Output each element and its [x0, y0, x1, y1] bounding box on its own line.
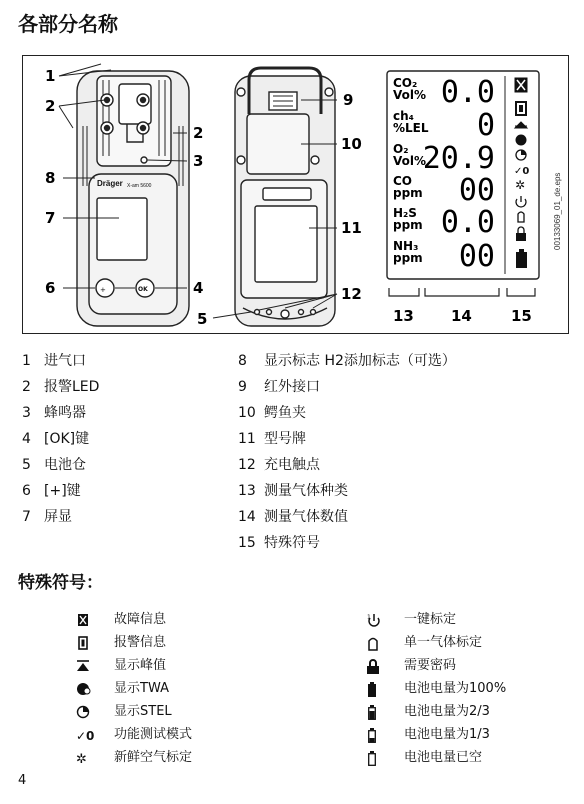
single-gas-cal-icon [366, 635, 404, 651]
battery-full-icon [366, 681, 404, 697]
symbols-list-right [366, 608, 506, 769]
callout-11: 11 [341, 219, 362, 237]
list-item: 3 蜂鸣器 [22, 405, 86, 421]
peak-icon [76, 658, 114, 674]
list-item: 显示STEL [76, 700, 192, 723]
lcd-row-value: 0.0 [440, 75, 495, 110]
list-item: 电池电量已空 [366, 746, 506, 769]
lcd-row-label1: CO₂ [393, 76, 418, 90]
list-item: 12 充电触点 [238, 457, 320, 473]
list-item: 15 特殊符号 [238, 535, 320, 551]
list-item: 11 型号牌 [238, 431, 306, 447]
list-item: 1 一键标定 [367, 612, 457, 627]
list-item: 6 [+]键 [22, 483, 81, 499]
lcd-row-label1: NH₃ [393, 239, 419, 253]
callout-4: 4 [193, 279, 204, 297]
svg-text:+: + [100, 286, 106, 294]
callout-15: 15 [511, 307, 532, 325]
list-item: 2 报警LED [22, 379, 100, 395]
lcd-row-value: 00 [458, 239, 495, 274]
section-title-symbols: 特殊符号： [18, 573, 103, 593]
lcd-row-label2: %LEL [393, 121, 429, 135]
list-item: 报警信息 [76, 631, 192, 654]
device-diagram [22, 55, 569, 334]
lcd-row-label2: ppm [393, 251, 423, 265]
lcd-row-label1: ch₄ [393, 109, 414, 123]
parts-list-left [22, 348, 99, 530]
svg-text:✓0: ✓0 [514, 166, 530, 177]
svg-text:✲: ✲ [515, 178, 526, 192]
list-item: 需要密码 [366, 654, 506, 677]
callout-5: 5 [197, 310, 208, 328]
figure-id: 00133069_01_de.eps [553, 172, 562, 250]
callout-2-left: 2 [45, 97, 56, 115]
callout-12: 12 [341, 285, 362, 303]
list-item: 故障信息 [76, 608, 192, 631]
list-item: ✓0 功能测试模式 [76, 727, 193, 742]
callout-3: 3 [193, 152, 204, 170]
fresh-air-icon [76, 750, 114, 766]
callout-8: 8 [45, 169, 56, 187]
list-item: 13 测量气体种类 [238, 483, 348, 499]
list-item: ✲ 新鲜空气标定 [76, 750, 193, 765]
device-illustration [23, 56, 569, 334]
callout-1: 1 [45, 67, 56, 85]
one-button-cal-icon [366, 612, 404, 628]
bump-test-icon [76, 727, 114, 743]
battery-two-thirds-icon [366, 704, 404, 720]
list-item: 9 红外接口 [238, 379, 320, 395]
list-item: 14 测量气体数值 [238, 509, 348, 525]
lcd-row-value: 20.9 [422, 141, 495, 176]
list-item: 显示峰值 [76, 654, 192, 677]
lcd-row-label1: O₂ [393, 142, 409, 156]
list-item: 7 屏显 [22, 509, 72, 525]
svg-text:1: 1 [367, 613, 371, 621]
lcd-row-value: 0.0 [440, 205, 495, 240]
list-item: 电池电量为100% [366, 677, 506, 700]
battery-empty-icon [366, 750, 404, 766]
twa-icon [76, 681, 114, 697]
callout-13: 13 [393, 307, 414, 325]
lcd-row-label1: H₂S [393, 206, 417, 220]
callout-9: 9 [343, 91, 354, 109]
callout-14: 14 [451, 307, 472, 325]
alarm-icon [76, 635, 114, 651]
list-item: 显示TWA [76, 677, 192, 700]
callout-2-right: 2 [193, 124, 204, 142]
list-item: 4 [OK]键 [22, 431, 90, 447]
callout-7: 7 [45, 209, 56, 227]
device-model-label: X-am 5600 [127, 183, 152, 189]
fault-icon [76, 612, 114, 628]
lcd-row-label2: Vol% [393, 154, 427, 168]
svg-text:OK: OK [138, 286, 148, 293]
svg-text:✓0: ✓0 [76, 728, 95, 742]
section-title-parts: 各部分名称 [18, 12, 118, 36]
callout-10: 10 [341, 135, 362, 153]
battery-one-third-icon [366, 727, 404, 743]
lcd-row-label1: CO [393, 174, 413, 188]
list-item: 电池电量为1/3 [366, 723, 506, 746]
lcd-row-label2: Vol% [393, 88, 427, 102]
list-item: 单一气体标定 [366, 631, 506, 654]
lcd-row-value: 00 [458, 173, 495, 208]
parts-list-right [238, 348, 456, 556]
list-item: 8 显示标志 H2添加标志（可选） [238, 353, 456, 369]
lcd-row-label2: ppm [393, 218, 423, 232]
symbols-list-left [76, 608, 192, 769]
list-item: 1 进气口 [22, 353, 86, 369]
lcd-brackets [389, 288, 535, 296]
list-item: 5 电池仓 [22, 457, 86, 473]
stel-icon [76, 704, 114, 720]
lcd-row-value: 0 [476, 108, 495, 143]
svg-text:✲: ✲ [76, 751, 87, 765]
callout-6: 6 [45, 279, 56, 297]
device-brand-label: Dräger [97, 179, 123, 188]
lcd-row-label2: ppm [393, 186, 423, 200]
password-lock-icon [366, 658, 404, 674]
page-number: 4 [18, 773, 27, 788]
list-item: 电池电量为2/3 [366, 700, 506, 723]
list-item: 10 鳄鱼夹 [238, 405, 306, 421]
device-back-view [235, 68, 335, 326]
